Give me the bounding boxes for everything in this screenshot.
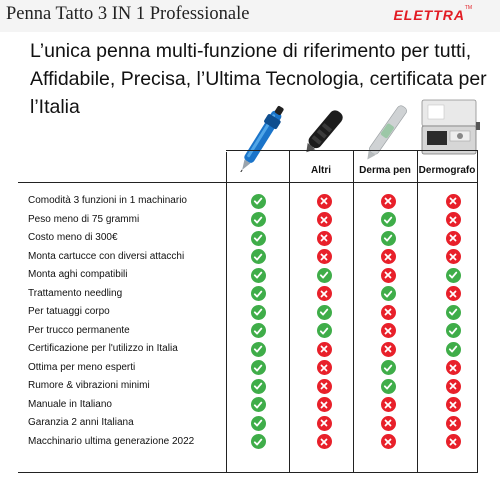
table-bottom-separator bbox=[18, 472, 478, 473]
cross-icon bbox=[446, 286, 461, 301]
derma-pen-image bbox=[358, 95, 418, 165]
check-icon bbox=[251, 434, 266, 449]
check-icon bbox=[446, 305, 461, 320]
column-header-altri: Altri bbox=[311, 165, 331, 176]
cross-icon bbox=[381, 194, 396, 209]
page-title: Penna Tatto 3 IN 1 Professionale bbox=[6, 4, 250, 24]
check-icon bbox=[381, 212, 396, 227]
cross-icon bbox=[317, 434, 332, 449]
check-icon bbox=[251, 379, 266, 394]
cross-icon bbox=[317, 342, 332, 357]
check-icon bbox=[317, 323, 332, 338]
row-label: Per trucco permanente bbox=[28, 324, 130, 336]
row-label: Rumore & vibrazioni minimi bbox=[28, 380, 150, 391]
check-icon bbox=[251, 268, 266, 283]
cross-icon bbox=[317, 416, 332, 431]
row-label: Manuale in Italiano bbox=[28, 398, 112, 410]
cross-icon bbox=[446, 212, 461, 227]
check-icon bbox=[251, 360, 266, 375]
brand-logo: ELETTRA bbox=[393, 7, 465, 23]
black-pen-image bbox=[300, 100, 350, 160]
dermograph-case-image bbox=[418, 96, 482, 158]
cross-icon bbox=[381, 323, 396, 338]
cross-icon bbox=[317, 360, 332, 375]
check-icon bbox=[446, 342, 461, 357]
check-icon bbox=[446, 323, 461, 338]
cross-icon bbox=[446, 249, 461, 264]
cross-icon bbox=[381, 305, 396, 320]
check-icon bbox=[251, 212, 266, 227]
cross-icon bbox=[317, 194, 332, 209]
check-icon bbox=[251, 194, 266, 209]
grid-line bbox=[226, 152, 227, 472]
row-label: Per tatuaggi corpo bbox=[28, 306, 110, 317]
row-label: Ottima per meno esperti bbox=[28, 361, 136, 373]
check-icon bbox=[251, 397, 266, 412]
cross-icon bbox=[446, 416, 461, 431]
title-bar bbox=[0, 0, 500, 32]
cross-icon bbox=[317, 379, 332, 394]
grid-line bbox=[226, 150, 478, 151]
check-icon bbox=[251, 416, 266, 431]
grid-line bbox=[417, 150, 418, 472]
cross-icon bbox=[317, 286, 332, 301]
cross-icon bbox=[381, 342, 396, 357]
row-label: Macchinario ultima generazione 2022 bbox=[28, 435, 195, 447]
check-icon bbox=[381, 286, 396, 301]
cross-icon bbox=[381, 434, 396, 449]
row-label: Peso meno di 75 grammi bbox=[28, 213, 140, 225]
cross-icon bbox=[381, 249, 396, 264]
cross-icon bbox=[446, 379, 461, 394]
check-icon bbox=[251, 323, 266, 338]
check-icon bbox=[317, 268, 332, 283]
check-icon bbox=[251, 305, 266, 320]
row-label: Trattamento needling bbox=[28, 287, 123, 299]
grid-line bbox=[353, 150, 354, 472]
row-label: Certificazione per l'utilizzo in Italia bbox=[28, 343, 178, 354]
row-label: Monta aghi compatibili bbox=[28, 269, 128, 280]
cross-icon bbox=[446, 434, 461, 449]
check-icon bbox=[251, 231, 266, 246]
check-icon bbox=[251, 286, 266, 301]
cross-icon bbox=[446, 231, 461, 246]
cross-icon bbox=[317, 249, 332, 264]
headline-line: Affidabile, Precisa, l’Ultima Tecnologia, certificata per bbox=[30, 68, 487, 90]
cross-icon bbox=[381, 268, 396, 283]
check-icon bbox=[251, 342, 266, 357]
row-label: Costo meno di 300€ bbox=[28, 232, 118, 243]
column-header-derma-pen: Derma pen bbox=[359, 165, 411, 176]
column-header-dermografo: Dermografo bbox=[418, 165, 476, 176]
check-icon bbox=[317, 305, 332, 320]
cross-icon bbox=[446, 360, 461, 375]
table-header-separator bbox=[18, 182, 478, 183]
row-label: Monta cartucce con diversi attacchi bbox=[28, 250, 185, 262]
row-label: Garanzia 2 anni Italiana bbox=[28, 417, 134, 428]
cross-icon bbox=[317, 231, 332, 246]
check-icon bbox=[381, 231, 396, 246]
check-icon bbox=[251, 249, 266, 264]
check-icon bbox=[381, 360, 396, 375]
headline-line: L’unica penna multi-funzione di riferimento per tutti, bbox=[30, 40, 472, 62]
row-label: Comodità 3 funzioni in 1 machinario bbox=[28, 195, 187, 206]
check-icon bbox=[446, 268, 461, 283]
cross-icon bbox=[381, 397, 396, 412]
cross-icon bbox=[381, 416, 396, 431]
cross-icon bbox=[446, 194, 461, 209]
cross-icon bbox=[317, 397, 332, 412]
cross-icon bbox=[317, 212, 332, 227]
grid-line bbox=[477, 150, 478, 472]
cross-icon bbox=[446, 397, 461, 412]
trademark-mark: TM bbox=[464, 5, 472, 11]
headline-line: l’Italia bbox=[30, 96, 80, 118]
grid-line bbox=[289, 150, 290, 472]
check-icon bbox=[381, 379, 396, 394]
